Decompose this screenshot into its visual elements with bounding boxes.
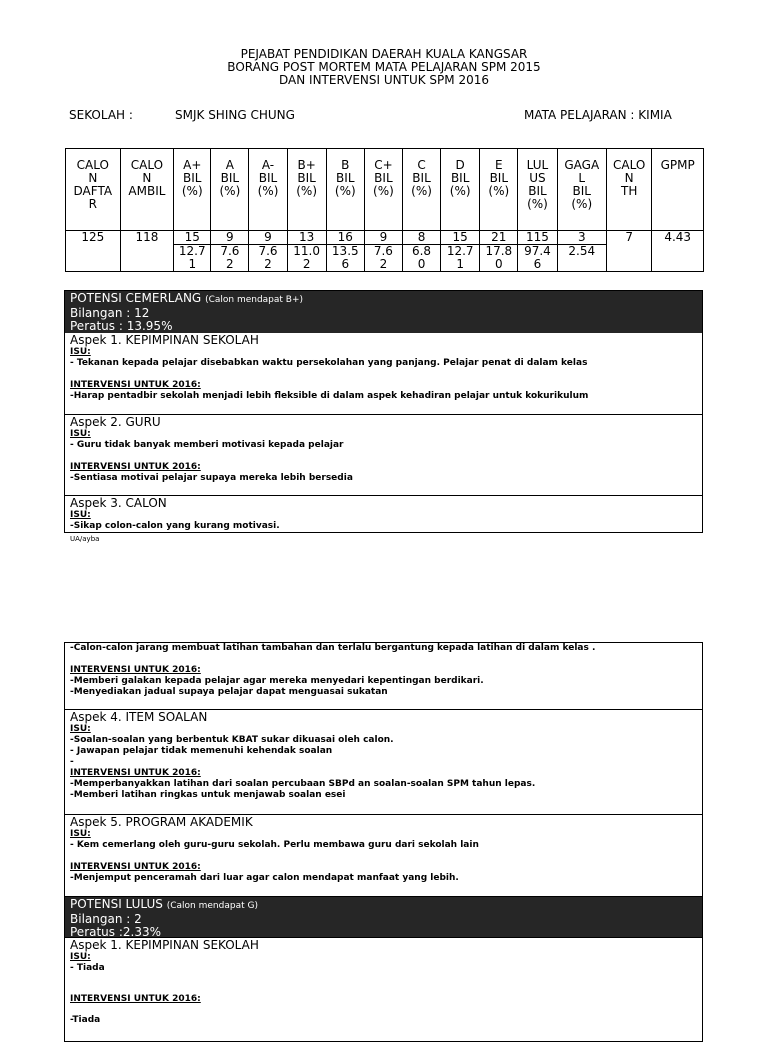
header-lulus [518, 149, 557, 231]
header-line: LUL [526, 158, 549, 172]
aspek-4-intervensi-1: -Memperbanyakkan latihan dari soalan percubaan SBPd an soalan-soalan SPM tahun lepas. [70, 779, 536, 789]
bil-value: 15 [441, 231, 479, 245]
footer-note: UA/ayba [70, 535, 100, 543]
aspek-5-title: Aspek 5. PROGRAM AKADEMIK [70, 815, 253, 829]
aspek-2-section [65, 415, 702, 496]
pct-line: 17.8 [485, 244, 513, 258]
header-line: (%) [334, 184, 356, 198]
pct-line: 12.7 [446, 244, 474, 258]
bil-value: 9 [365, 231, 402, 245]
pct-line: 7.6 [373, 244, 393, 258]
gagal-cell [557, 231, 606, 272]
header-line: R [88, 197, 97, 211]
aspek-3-isu-label: ISU: [70, 510, 91, 520]
pct-line: 6.8 [411, 244, 432, 258]
lulus-aspek-1-isu-label: ISU: [70, 952, 91, 962]
header-line: N [624, 171, 634, 185]
header-line: B+ [297, 158, 316, 172]
aspek-4-isu-3: - [70, 757, 74, 767]
header-line: BIL [412, 171, 431, 185]
aspek-3-isu-continued: -Calon-calon jarang membuat latihan tambahan dan terlalu bergantung kepada latihan di dalam kelas . [70, 643, 596, 653]
potensi-lulus-note: (Calon mendapat G) [166, 901, 258, 911]
pct-line: 1 [456, 257, 464, 271]
aspek-5-isu-label: ISU: [70, 829, 91, 839]
header-line: C [417, 158, 426, 172]
potensi-lulus-bilangan: Bilangan : 2 [70, 912, 142, 926]
results-table [65, 148, 704, 272]
header-line: (%) [488, 184, 510, 198]
pct-line: 7.6 [258, 244, 278, 258]
header-b-plus [287, 149, 326, 231]
lulus-aspek-1-intervensi-label: INTERVENSI UNTUK 2016: [70, 994, 201, 1004]
lulus-aspek-1-title: Aspek 1. KEPIMPINAN SEKOLAH [70, 938, 259, 952]
lulus-aspek-1-section [65, 938, 702, 1029]
header-line: B [341, 158, 350, 172]
pct-line: 2.54 [568, 244, 596, 258]
grade-c-cell [402, 231, 440, 272]
aspek-3-intervensi-label: INTERVENSI UNTUK 2016: [70, 665, 201, 675]
header-line: DAFTA [73, 184, 113, 198]
header-a-minus [249, 149, 287, 231]
header-line: BIL [374, 171, 393, 185]
header-line: (%) [411, 184, 432, 198]
header-b [326, 149, 364, 231]
grade-a-cell [211, 231, 249, 272]
pct-line: 6 [341, 257, 350, 271]
lulus-aspek-1-isu-text: - Tiada [70, 963, 105, 973]
header-line-1: PEJABAT PENDIDIKAN DAERAH KUALA KANGSAR [240, 47, 528, 61]
aspek-3-intervensi-1: -Memberi galakan kepada pelajar agar mereka menyedari kepentingan berdikari. [70, 676, 484, 686]
header-line: A+ [183, 158, 202, 172]
aspek-1-intervensi-text: -Harap pentadbir sekolah menjadi lebih fleksible di dalam aspek kehadiran pelajar untuk kokurikulum [70, 391, 589, 401]
potensi-lulus-header [65, 897, 702, 938]
header-line: (%) [296, 184, 318, 198]
header-calon-daftar [66, 149, 121, 231]
calon-ambil-value: 118 [120, 231, 174, 272]
bil-value: 15 [174, 231, 210, 245]
form-header [0, 48, 768, 87]
table-data-row [66, 231, 704, 272]
header-line: TH [620, 184, 638, 198]
header-line: BIL [258, 171, 278, 185]
potensi-cemerlang-header [65, 291, 702, 333]
header-gpmp [652, 149, 704, 231]
header-line: C+ [374, 158, 393, 172]
aspek-5-intervensi-text: -Menjemput penceramah dari luar agar calon mendapat manfaat yang lebih. [70, 873, 459, 883]
aspek-2-isu-text: - Guru tidak banyak memberi motivasi kepada pelajar [70, 440, 344, 450]
bil-value: 21 [480, 231, 517, 245]
lulus-aspek-1-intervensi-text: -Tiada [70, 1015, 101, 1025]
pct-line: 97.4 [524, 244, 551, 258]
grade-a-plus-cell [174, 231, 211, 272]
gpmp-value: 4.43 [652, 231, 704, 272]
grade-e-cell [480, 231, 518, 272]
header-line: GAGA [564, 158, 600, 172]
aspek-2-intervensi-label: INTERVENSI UNTUK 2016: [70, 462, 201, 472]
header-line: N [142, 171, 152, 185]
header-line: (%) [181, 184, 203, 198]
header-line: BIL [528, 184, 547, 198]
grade-b-plus-cell [287, 231, 326, 272]
potensi-lulus-peratus: Peratus :2.33% [70, 925, 162, 939]
header-line: BIL [220, 171, 240, 185]
potensi-cemerlang-note: (Calon mendapat B+) [205, 295, 304, 305]
sekolah-value: SMJK SHING CHUNG [175, 108, 295, 122]
aspek-4-intervensi-2: -Memberi latihan ringkas untuk menjawab soalan esei [70, 790, 346, 800]
continuation-box [64, 642, 703, 1042]
grade-b-cell [326, 231, 364, 272]
header-line: A- [261, 158, 275, 172]
header-line: CALO [613, 158, 646, 172]
aspek-4-title: Aspek 4. ITEM SOALAN [70, 710, 208, 724]
aspek-4-isu-1: -Soalan-soalan yang berbentuk KBAT sukar dikuasai oleh calon. [70, 735, 394, 745]
aspek-2-title: Aspek 2. GURU [70, 415, 161, 429]
aspek-3-title: Aspek 3. CALON [70, 496, 167, 510]
aspek-5-isu-text: - Kem cemerlang oleh guru-guru sekolah. Perlu membawa guru dari sekolah lain [70, 840, 479, 850]
header-line: (%) [373, 184, 394, 198]
header-line: (%) [257, 184, 279, 198]
pct-line: 2 [264, 257, 272, 271]
header-line: AMBIL [128, 184, 166, 198]
pct-line: 2 [379, 257, 388, 271]
header-line: (%) [571, 197, 593, 211]
bil-value: 9 [211, 231, 248, 245]
pct-line: 2 [302, 257, 311, 271]
header-d [441, 149, 480, 231]
pct-line: 0 [417, 257, 426, 271]
aspek-3-intervensi-2: -Menyediakan jadual supaya pelajar dapat menguasai sukatan [70, 687, 388, 697]
bil-value: 115 [518, 231, 556, 245]
bil-value: 3 [558, 231, 606, 245]
aspek-4-section [65, 710, 702, 815]
aspek-3-continuation [65, 643, 702, 710]
grade-c-plus-cell [364, 231, 402, 272]
aspek-2-intervensi-text: -Sentiasa motivai pelajar supaya mereka lebih bersedia [70, 473, 353, 483]
header-line: GPMP [660, 158, 695, 172]
pct-line: 11.0 [293, 244, 320, 258]
header-line: BIL [297, 171, 316, 185]
bil-value: 16 [327, 231, 364, 245]
header-line: BIL [183, 171, 202, 185]
bil-value: 8 [403, 231, 440, 245]
header-calon-th [607, 149, 652, 231]
header-a-plus [174, 149, 211, 231]
header-c-plus [364, 149, 402, 231]
header-line: N [88, 171, 98, 185]
aspek-4-isu-2: - Jawapan pelajar tidak memenuhi kehendak soalan [70, 746, 333, 756]
aspek-5-intervensi-label: INTERVENSI UNTUK 2016: [70, 862, 201, 872]
header-line: (%) [219, 184, 241, 198]
aspek-3-isu-text: -Sikap colon-calon yang kurang motivasi. [70, 521, 280, 531]
header-a [211, 149, 249, 231]
header-line: (%) [449, 184, 471, 198]
header-line: L [578, 171, 586, 185]
lulus-cell [518, 231, 557, 272]
potensi-cemerlang-bilangan: Bilangan : 12 [70, 306, 150, 320]
pct-line: 1 [188, 257, 197, 271]
aspek-2-isu-label: ISU: [70, 429, 91, 439]
pct-line: 13.5 [331, 244, 359, 258]
sekolah-label: SEKOLAH : [69, 108, 133, 122]
header-line: BIL [489, 171, 509, 185]
header-e [480, 149, 518, 231]
header-c [402, 149, 440, 231]
header-line: (%) [527, 197, 548, 211]
header-line: D [455, 158, 465, 172]
pct-line: 2 [226, 257, 234, 271]
header-line: BIL [450, 171, 470, 185]
header-line: BIL [572, 184, 591, 198]
header-line: E [495, 158, 503, 172]
pct-line: 12.7 [178, 244, 206, 258]
header-calon-ambil [120, 149, 174, 231]
bil-value: 9 [249, 231, 286, 245]
pct-line: 6 [533, 257, 542, 271]
calon-daftar-value: 125 [66, 231, 121, 272]
aspek-5-section [65, 815, 702, 897]
calon-th-value: 7 [607, 231, 652, 272]
table-header-row [66, 149, 704, 231]
aspek-1-section [65, 333, 702, 415]
header-line-2: BORANG POST MORTEM MATA PELAJARAN SPM 2015 [227, 60, 541, 74]
header-line: CALO [130, 158, 164, 172]
aspek-4-intervensi-label: INTERVENSI UNTUK 2016: [70, 768, 201, 778]
aspek-1-title: Aspek 1. KEPIMPINAN SEKOLAH [70, 333, 259, 347]
aspek-1-intervensi-label: INTERVENSI UNTUK 2016: [70, 380, 201, 390]
header-gagal [557, 149, 606, 231]
header-line: BIL [336, 171, 355, 185]
aspek-4-isu-label: ISU: [70, 724, 91, 734]
header-line-3: DAN INTERVENSI UNTUK SPM 2016 [279, 73, 489, 87]
header-line: US [529, 171, 546, 185]
aspek-3-section [65, 496, 702, 535]
bil-value: 13 [288, 231, 326, 245]
potensi-cemerlang-box [64, 290, 703, 533]
aspek-1-isu-label: ISU: [70, 347, 91, 357]
potensi-cemerlang-peratus: Peratus : 13.95% [70, 319, 173, 333]
aspek-1-isu-text: - Tekanan kepada pelajar disebabkan waktu persekolahan yang panjang. Pelajar penat di dalam kelas [70, 358, 588, 368]
grade-d-cell [441, 231, 480, 272]
mata-pelajaran: MATA PELAJARAN : KIMIA [524, 108, 672, 122]
header-line: CALO [76, 158, 109, 172]
potensi-cemerlang-title: POTENSI CEMERLANG [70, 291, 202, 305]
potensi-lulus-title: POTENSI LULUS [70, 897, 163, 911]
pct-line: 0 [494, 257, 503, 271]
pct-line: 7.6 [220, 244, 240, 258]
grade-a-minus-cell [249, 231, 287, 272]
header-line: A [225, 158, 234, 172]
